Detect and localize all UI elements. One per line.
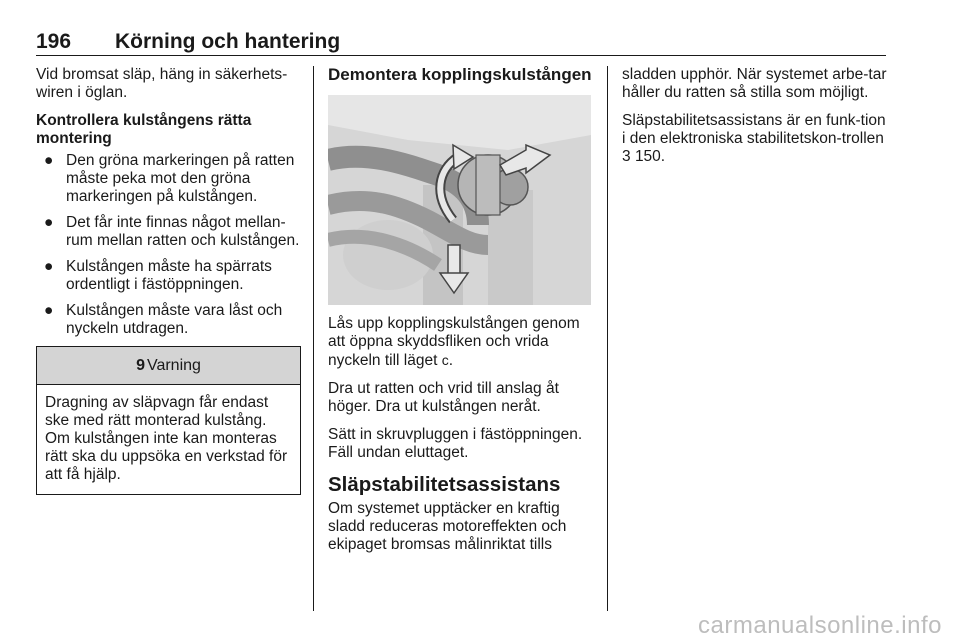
unlock-paragraph: Lås upp kopplingskulstången genom att öppna skyddsfliken och vrida nyckeln till läget c. [328, 315, 580, 369]
page-number: 196 [36, 30, 72, 53]
page-reference-icon: 3 [622, 148, 631, 165]
column-divider [607, 66, 608, 611]
towbar-illustration [328, 95, 591, 305]
pull-out-paragraph: Dra ut ratten och vrid till anslag åt höger. Dra ut kulstången neråt. [328, 380, 559, 415]
bullet-icon: ● [44, 258, 54, 275]
warning-header [37, 347, 300, 385]
subheading-mounting-check: Kontrollera kulstångens rätta montering [36, 112, 252, 147]
trailer-stability-paragraph: Om systemet upptäcker en kraftig sladd reduceras motoreffekten och ekipaget bromsas målinriktat tills [328, 500, 567, 553]
bullet-icon: ● [44, 214, 54, 231]
column-divider [313, 66, 314, 611]
list-item: ● Den gröna markeringen på ratten måste peka mot den gröna markeringen på kulstången. [44, 152, 295, 205]
list-item: ● Kulstången måste vara låst och nyckeln utdragen. [44, 302, 283, 337]
warning-body: Dragning av släpvagn får endast ske med rätt monterad kulstång. Om kulstången inte kan monteras rätt ska du uppsöka en verkstad för att få hjälp. [45, 394, 288, 483]
column-left [36, 66, 301, 495]
bullet-icon: ● [44, 152, 54, 169]
column-middle [328, 66, 593, 564]
intro-paragraph: Vid bromsat släp, häng in säkerhets-wiren i öglan. [36, 66, 288, 101]
continuation-paragraph: sladden upphör. När systemet arbe-tar håller du ratten så stilla som möjligt. [622, 66, 887, 101]
list-item: ● Det får inte finnas något mellan-rum mellan ratten och kulstången. [44, 214, 300, 249]
watermark: carmanualsonline.info [698, 612, 942, 639]
esc-reference-paragraph: Släpstabilitetsassistans är en funk-tion i den elektroniska stabilitetskon-trollen 3 150. [622, 112, 886, 165]
warning-box [36, 346, 301, 495]
warning-title: Varning [146, 356, 201, 374]
section-heading-remove-towbar: Demontera kopplingskulstången [328, 65, 592, 84]
insert-plug-paragraph: Sätt in skruvpluggen i fästöppningen. Fäll undan eluttaget. [328, 426, 583, 461]
bullet-icon: ● [44, 302, 54, 319]
towbar-illustration-image [328, 95, 591, 305]
header-rule [36, 55, 886, 56]
check-list [36, 152, 301, 338]
warning-icon: 9 [136, 356, 145, 374]
section-heading-trailer-stability: Släpstabilitetsassistans [328, 473, 561, 496]
unlock-symbol-icon: c [441, 352, 449, 368]
column-right [622, 66, 887, 176]
page-reference-link[interactable]: 150. [634, 148, 666, 165]
page-header [36, 30, 886, 54]
list-item: ● Kulstången måste ha spärrats ordentligt i fästöppningen. [44, 258, 272, 293]
chapter-title: Körning och hantering [115, 30, 341, 53]
